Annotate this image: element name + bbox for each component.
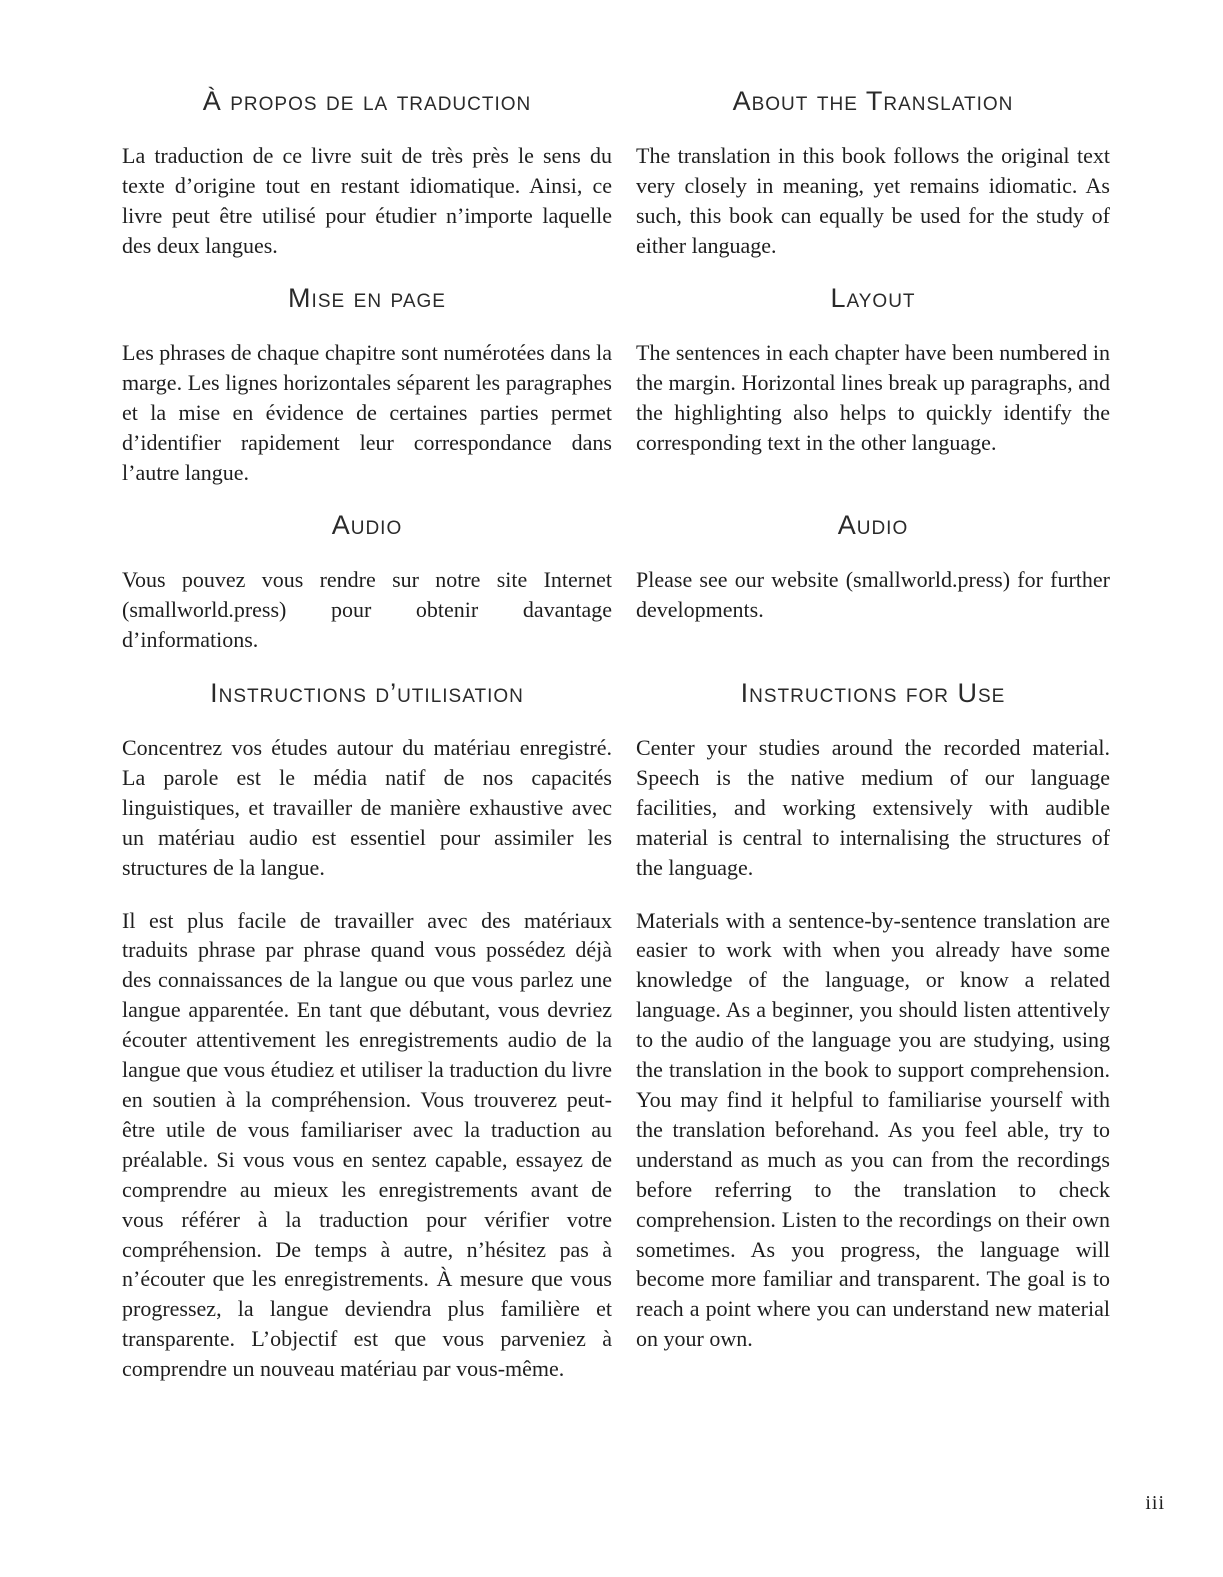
french-translation-paragraph: La traduction de ce livre suit de très près le sens du texte d’origine tout en restant idiomatique. Ainsi, ce livre peut être utilisé pour étudier n’importe laquelle des deux langues. bbox=[122, 143, 612, 258]
french-translation-heading: À propos de la traduction bbox=[202, 86, 532, 116]
french-instructions-paragraph-1: Concentrez vos études autour du matériau enregistré. La parole est le média natif de nos capacités linguistiques, et travailler de manière exhaustive avec un matériau audio est essentiel pour assimiler les structures de la langue. bbox=[122, 735, 612, 880]
french-layout-paragraph: Les phrases de chaque chapitre sont numérotées dans la marge. Les lignes horizontales séparent les paragraphes et la mise en évidence de certaines parties permet d’identifier rapidement leur correspondance dans l’autre langue. bbox=[122, 340, 612, 485]
page-number: iii bbox=[1145, 1492, 1165, 1514]
english-translation-heading: About the Translation bbox=[732, 86, 1014, 116]
french-translation-section bbox=[122, 86, 612, 261]
french-instructions-section bbox=[122, 678, 612, 1384]
french-audio-heading: Audio bbox=[331, 510, 403, 540]
english-layout-heading: Layout bbox=[830, 283, 916, 313]
french-instructions-heading: Instructions d’utilisation bbox=[210, 678, 524, 708]
french-layout-heading: Mise en page bbox=[288, 283, 446, 313]
english-instructions-paragraph-2: Materials with a sentence-by-sentence translation are easier to work with when you already have some knowledge of the language, or know a related language. As a beginner, you should listen attentively to the audio of the language you are studying, using the translation in the book to support comprehension. You may find it helpful to familiarise yourself with the translation beforehand. As you feel able, try to understand as much as you can from the recordings before referring to the translation to check comprehension. Listen to the recordings on their own sometimes. As you progress, the language will become more familiar and transparent. The goal is to reach a point where you can understand new material on your own. bbox=[636, 907, 1110, 1352]
french-layout-section bbox=[122, 283, 612, 488]
english-audio-paragraph: Please see our website (smallworld.press) for further developments. bbox=[636, 567, 1110, 622]
english-translation-section bbox=[636, 86, 1110, 261]
english-instructions-heading: Instructions for Use bbox=[740, 678, 1006, 708]
french-audio-paragraph: Vous pouvez vous rendre sur notre site Internet (smallworld.press) pour obtenir davantage d’informations. bbox=[122, 567, 612, 652]
french-audio-section bbox=[122, 510, 612, 655]
english-audio-section bbox=[636, 510, 1110, 625]
english-translation-paragraph: The translation in this book follows the original text very closely in meaning, yet remains idiomatic. As such, this book can equally be used for the study of either language. bbox=[636, 143, 1110, 258]
english-instructions-paragraph-1: Center your studies around the recorded material. Speech is the native medium of our language facilities, and working extensively with audible material is central to internalising the structures of the language. bbox=[636, 735, 1110, 880]
english-layout-section bbox=[636, 283, 1110, 458]
english-layout-paragraph: The sentences in each chapter have been numbered in the margin. Horizontal lines break up paragraphs, and the highlighting also helps to quickly identify the corresponding text in the other language. bbox=[636, 340, 1110, 455]
french-instructions-paragraph-2: Il est plus facile de travailler avec des matériaux traduits phrase par phrase quand vous possédez déjà des connaissances de la langue ou que vous parlez une langue apparentée. En tant que débutant, vous devriez écouter attentivement les enregistrements audio de la langue que vous étudiez et utiliser la traduction du livre en soutien à la compréhension. Vous trouverez peut-être utile de vous familiariser avec la traduction au préalable. Si vous vous en sentez capable, essayez de comprendre au mieux les enregistrements avant de vous référer à la traduction pour vérifier votre compréhension. De temps à autre, n’hésitez pas à n’écouter que les enregistrements. À mesure que vous progressez, la langue deviendra plus familière et transparente. L’objectif est que vous parveniez à comprendre un nouveau matériau par vous-même. bbox=[122, 907, 612, 1382]
english-instructions-section bbox=[636, 678, 1110, 1354]
english-audio-heading: Audio bbox=[837, 510, 909, 540]
